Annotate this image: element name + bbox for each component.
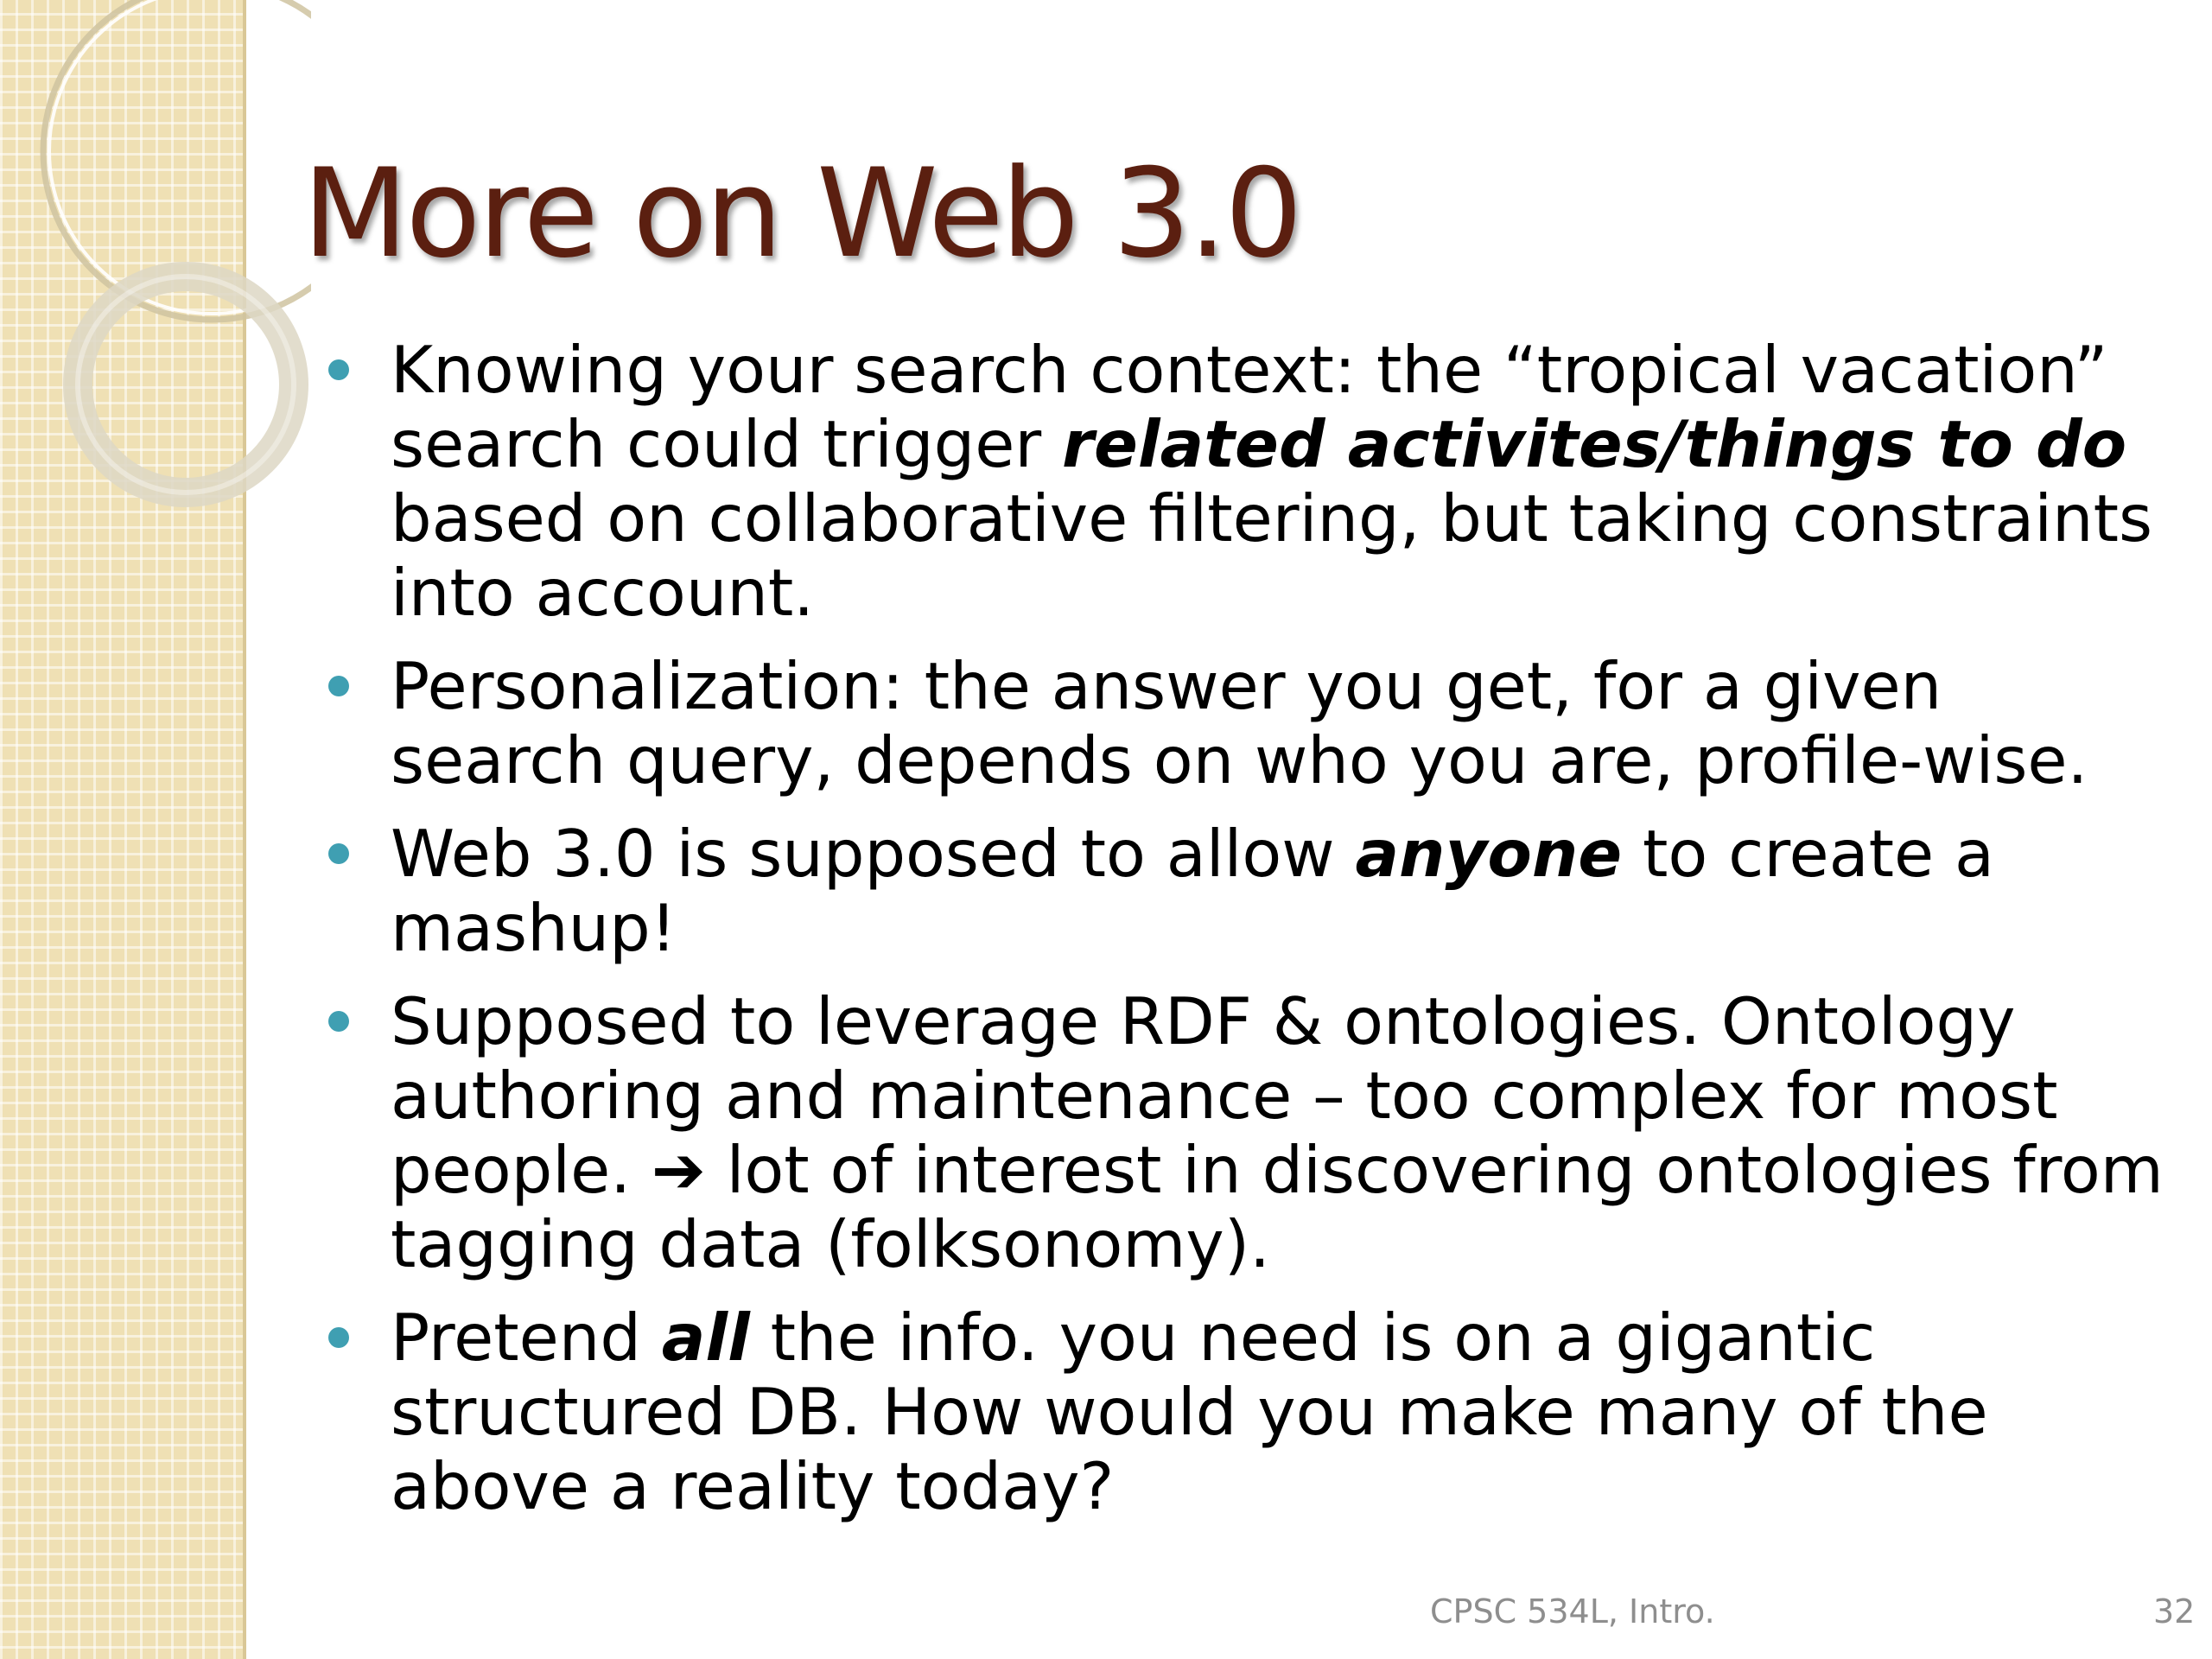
bullet-dot-icon bbox=[328, 1327, 349, 1348]
emphasized-text: anyone bbox=[1355, 816, 1623, 892]
decorative-rings bbox=[0, 0, 311, 553]
bullet-list bbox=[328, 333, 2177, 1542]
bullet-item bbox=[328, 333, 2177, 630]
bullet-text: Supposed to leverage RDF & ontologies. Ontology authoring and maintenance – too complex for most people. ➔ lot of interest in discovering ontologies from tagging data (folksonomy). bbox=[391, 983, 2164, 1282]
emphasized-text: related activites/things to do bbox=[1062, 406, 2127, 482]
bullet-dot-icon bbox=[328, 676, 349, 696]
footer-page-number: 32 bbox=[2153, 1592, 2196, 1630]
emphasized-text: all bbox=[661, 1300, 750, 1376]
bullet-text: to create a mashup! bbox=[391, 816, 1994, 966]
bullet-text: Knowing your search context: the “tropical vacation” search could trigger bbox=[391, 332, 2108, 482]
bullet-dot-icon bbox=[328, 1011, 349, 1032]
slide-title: More on Web 3.0 bbox=[302, 143, 1300, 285]
bullet-text: Pretend bbox=[391, 1300, 662, 1376]
bullet-item bbox=[328, 649, 2177, 798]
bullet-text: based on collaborative filtering, but taking constraints into account. bbox=[391, 480, 2153, 631]
bullet-dot-icon bbox=[328, 359, 349, 380]
bullet-text: Personalization: the answer you get, for a given search query, depends on who you are, profile-wise. bbox=[391, 648, 2088, 798]
bullet-text: Web 3.0 is supposed to allow bbox=[391, 816, 1356, 892]
bullet-item bbox=[328, 817, 2177, 965]
bullet-item bbox=[328, 984, 2177, 1281]
bullet-text: the info. you need is on a gigantic structured DB. How would you make many of the above a reality today? bbox=[391, 1300, 1988, 1524]
bullet-item bbox=[328, 1300, 2177, 1523]
bullet-dot-icon bbox=[328, 843, 349, 864]
footer-course: CPSC 534L, Intro. bbox=[1430, 1592, 1715, 1630]
